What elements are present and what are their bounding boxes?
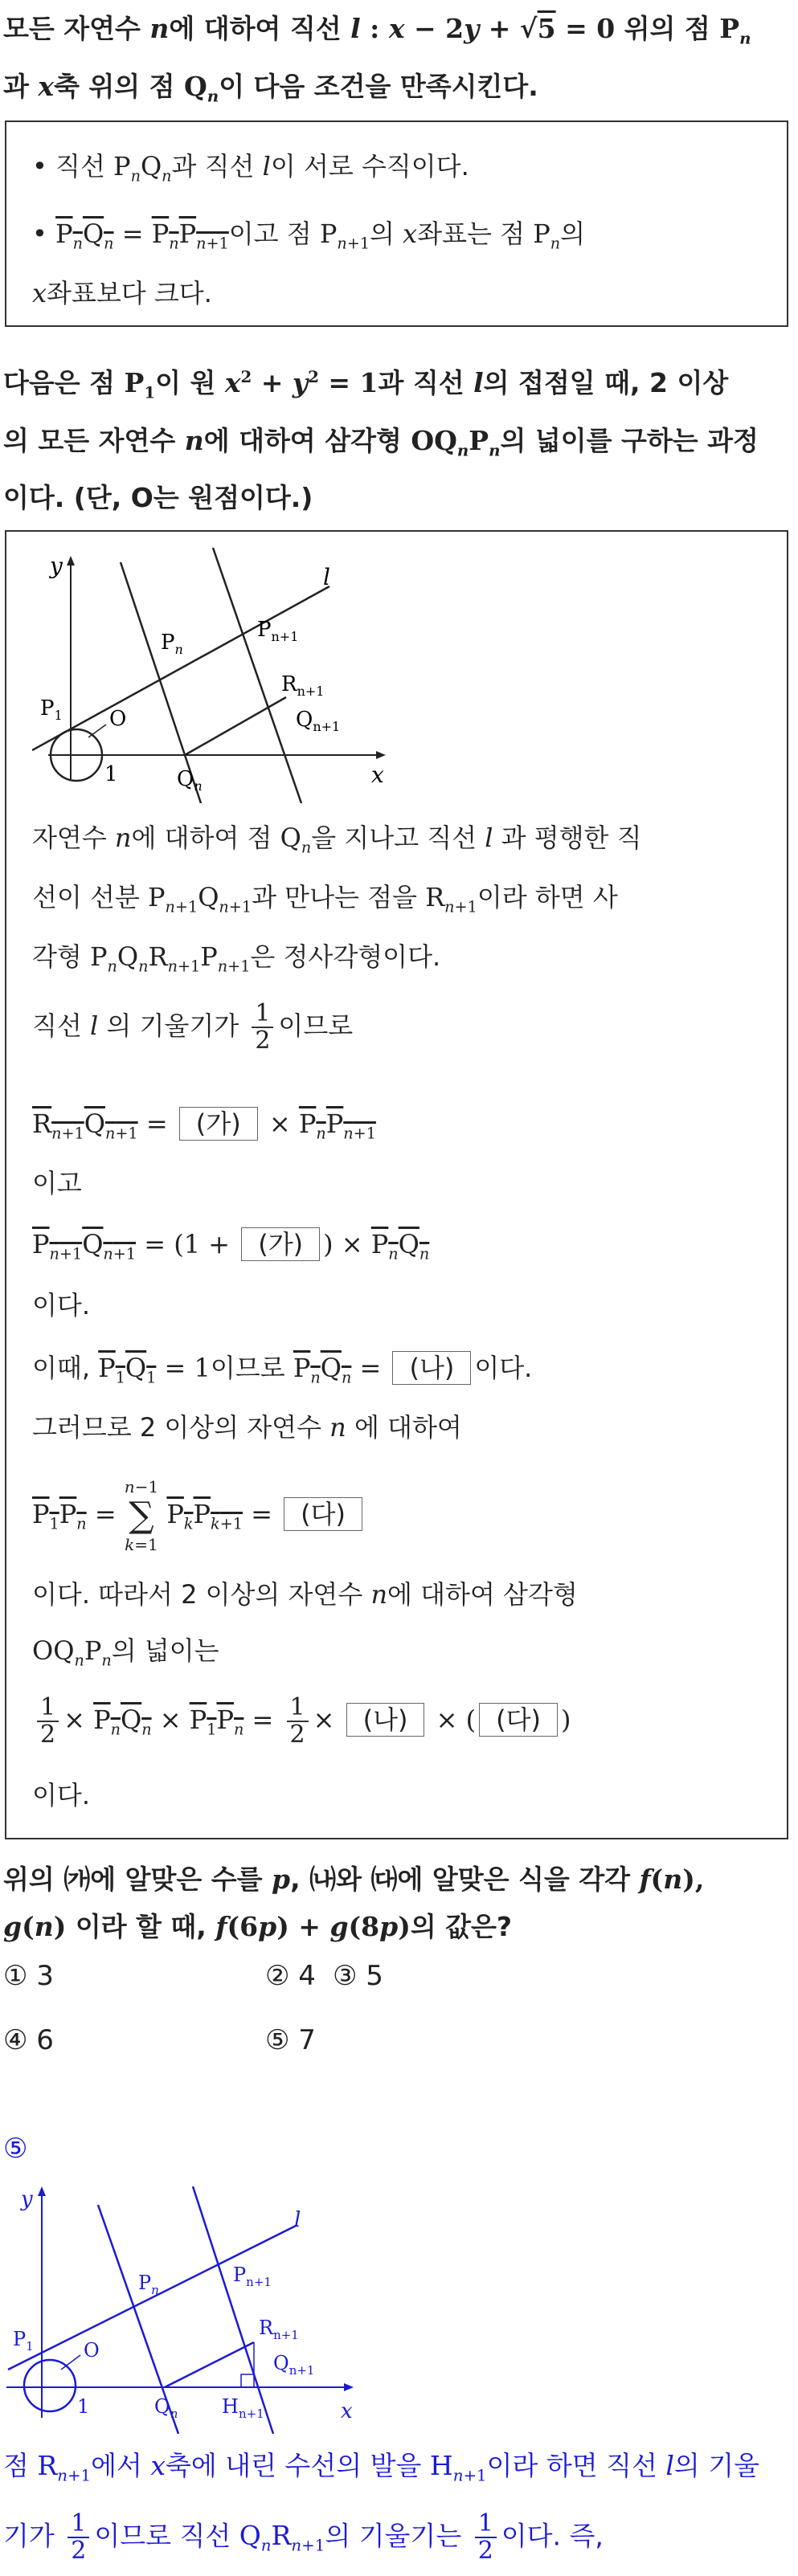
blank-ga-2: (가): [241, 1227, 320, 1261]
svg-text:l: l: [323, 564, 330, 590]
svg-text:Rn+1: $R_{n+1}$: [281, 672, 325, 699]
proof-line-7: 이때, $P_1Q_1 = 1$이므로 $P_nQ_n$ = (나) 이다.: [32, 1353, 533, 1387]
svg-text:x: x: [371, 761, 384, 788]
proof-eq-3: $P_1P_n$ = n−1 ∑ k=1 $P_kP_{k+1}$ = (다): [32, 1476, 366, 1555]
proof-eq-2: $P_{n+1}Q_{n+1} = (1$ + (가) ) × $P_nQ_n$: [32, 1229, 430, 1264]
proof-eq-1: $R_{n+1}Q_{n+1}$ = (가) × $P_nP_{n+1}$: [32, 1108, 376, 1143]
svg-text:Pn+1: $P_{n+1}$: [233, 2264, 272, 2289]
figure-1: [32, 546, 402, 803]
blank-na: (나): [392, 1351, 471, 1385]
proof-line-8: 그러므로 2 이상의 자연수 n 에 대하여: [32, 1412, 462, 1443]
condition-2: • $P_nQ_n = P_nP_{n+1}$이고 점 $P_{n+1}$의 x좌표는 점 $P_n$의: [32, 218, 585, 253]
svg-text:x: x: [341, 2399, 353, 2423]
svg-text:Pn+1: $P_{n+1}$: [257, 618, 299, 644]
blank-da-2: (다): [479, 1703, 558, 1737]
svg-text:Rn+1: $R_{n+1}$: [259, 2317, 299, 2342]
proof-line-10: $OQ_nP_n$의 넓이는: [32, 1635, 219, 1670]
condition-1: • 직선 $P_nQ_n$과 직선 l이 서로 수직이다.: [32, 151, 469, 186]
choice-1[interactable]: ① 3: [3, 1960, 54, 1992]
question: 위의 ㈎에 알맞은 수를 p, ㈏와 ㈐에 알맞은 식을 각각 f(n), g(n) 이라 할 때, f(6p) + g(8p)의 값은?: [3, 1864, 705, 1942]
svg-text:Hn+1: $H_{n+1}$: [222, 2395, 264, 2421]
svg-text:Pn: $P_n$: [138, 2272, 159, 2297]
svg-text:1: 1: [104, 762, 118, 786]
figure-2: [0, 2177, 378, 2434]
proof-line-9: 이다. 따라서 2 이상의 자연수 n에 대하여 삼각형: [32, 1579, 578, 1610]
answer-mark: ⑤: [3, 2133, 28, 2165]
choice-4[interactable]: ④ 6: [3, 2024, 54, 2056]
proof-line-6: 이다.: [32, 1290, 90, 1321]
svg-text:P1: $P_1$: [13, 2328, 34, 2354]
blank-ga: (가): [179, 1107, 258, 1141]
process-intro: 다음은 점 $P_1$이 원 $x^2 + y^2 = 1$과 직선 l의 접점일 때, 2 이상 의 모든 자연수 n에 대하여 삼각형 $OQ_nP_n$의 넓이를 구하는 과정 이다. (단, O는 원점이다.): [3, 367, 759, 514]
svg-text:Qn: $Q_n$: [177, 767, 203, 794]
svg-text:y: y: [50, 553, 63, 579]
proof-eq-4: $\frac{1}{2}$ × $P_nQ_n \times P_1P_n$ = $\frac{1}{2}$ × (나) × ( (다) ): [32, 1695, 571, 1748]
svg-text:l: l: [294, 2208, 301, 2232]
svg-text:1: 1: [77, 2395, 90, 2418]
svg-text:Qn+1: $Q_{n+1}$: [273, 2352, 315, 2378]
svg-text:O: O: [84, 2339, 100, 2362]
blank-na-2: (나): [346, 1703, 425, 1737]
proof-line-4: 직선 l 의 기울기가 $\frac{1}{2}$ 이므로: [32, 999, 354, 1055]
svg-text:O: O: [109, 707, 127, 731]
condition-3: x좌표보다 크다.: [32, 278, 212, 308]
svg-text:Pn: $P_n$: [161, 631, 183, 657]
choice-3[interactable]: ③ 5: [333, 1960, 383, 1992]
proof-line-2: 선이 선분 $P_{n+1}Q_{n+1}$과 만나는 점을 $R_{n+1}$이라 하면 사: [32, 882, 618, 917]
proof-line-3: 각형 $P_nQ_nR_{n+1}P_{n+1}$은 정사각형이다.: [32, 941, 441, 976]
problem-intro: 모든 자연수 n에 대하여 직선 l : x − 2y + √5 = 0 위의 점 $P_n$ 과 x축 위의 점 $Q_n$이 다음 조건을 만족시킨다.: [3, 13, 751, 106]
proof-line-1: 자연수 n에 대하여 점 $Q_n$을 지나고 직선 l 과 평행한 직: [32, 823, 642, 857]
svg-text:Qn: $Q_n$: [154, 2395, 178, 2421]
blank-da: (다): [284, 1497, 362, 1531]
proof-line-11: 이다.: [32, 1780, 90, 1811]
choice-5[interactable]: ⑤ 7: [265, 2024, 316, 2056]
svg-text:Qn+1: $Q_{n+1}$: [296, 708, 341, 734]
solution: 점 $R_{n+1}$에서 x축에 내린 수선의 발을 $H_{n+1}$이라 하면 직선 l의 기울 기가 $\frac{1}{2}$ 이므로 직선 $Q_nR_{n+1}$의 기울기는 $\frac{1}{2}$ 이다. 즉,: [3, 2450, 760, 2565]
choice-2[interactable]: ② 4: [265, 1960, 316, 1992]
svg-text:y: y: [21, 2187, 33, 2211]
proof-line-5: 이고: [32, 1168, 82, 1198]
svg-text:P1: $P_1$: [40, 696, 63, 723]
